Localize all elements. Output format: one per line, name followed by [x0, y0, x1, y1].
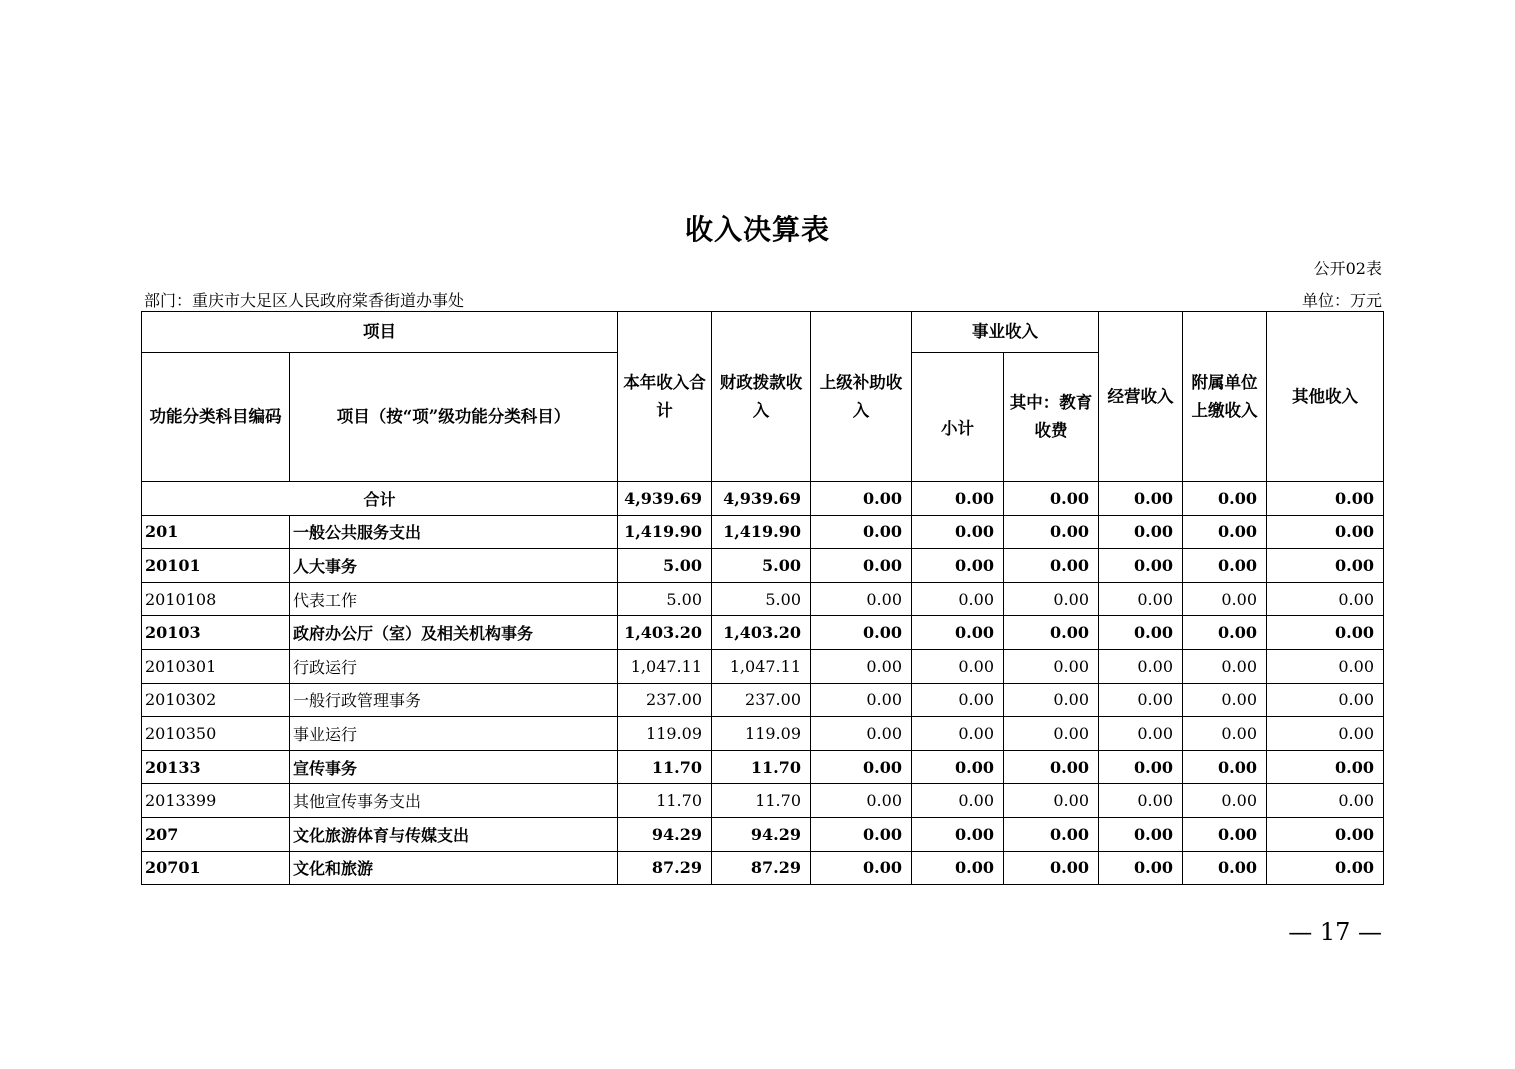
header-total: 本年收入合计 — [618, 312, 712, 482]
table-row — [142, 717, 1384, 751]
unit-label: 单位：万元 — [1301, 291, 1382, 310]
value-cell: 0.00 — [1183, 649, 1267, 683]
value-cell: 0.00 — [1004, 515, 1099, 549]
value-cell: 0.00 — [912, 582, 1004, 616]
value-cell: 0.00 — [1183, 582, 1267, 616]
value-cell: 0.00 — [1267, 750, 1384, 784]
table-row — [142, 750, 1384, 784]
value-cell: 0.00 — [1183, 817, 1267, 851]
value-cell: 237.00 — [712, 683, 811, 717]
name-cell: 文化旅游体育与传媒支出 — [290, 817, 618, 851]
value-cell: 0.00 — [1099, 817, 1183, 851]
value-cell: 0.00 — [1183, 616, 1267, 650]
value-cell: 0.00 — [1004, 784, 1099, 818]
value-cell: 0.00 — [912, 851, 1004, 885]
name-cell: 宣传事务 — [290, 750, 618, 784]
value-cell: 0.00 — [1267, 616, 1384, 650]
value-cell: 0.00 — [1183, 717, 1267, 751]
value-cell: 0.00 — [912, 515, 1004, 549]
header-operating: 经营收入 — [1099, 312, 1183, 482]
value-cell: 0.00 — [1099, 649, 1183, 683]
value-cell: 0.00 — [811, 549, 912, 583]
value-cell: 0.00 — [1267, 851, 1384, 885]
value-cell: 0.00 — [1267, 482, 1384, 516]
value-cell: 0.00 — [912, 649, 1004, 683]
value-cell: 0.00 — [811, 649, 912, 683]
value-cell: 119.09 — [712, 717, 811, 751]
header-other: 其他收入 — [1267, 312, 1384, 482]
value-cell: 0.00 — [912, 817, 1004, 851]
value-cell: 0.00 — [1099, 750, 1183, 784]
value-cell: 0.00 — [1099, 851, 1183, 885]
value-cell: 119.09 — [618, 717, 712, 751]
value-cell: 0.00 — [811, 482, 912, 516]
value-cell: 0.00 — [1099, 482, 1183, 516]
value-cell: 0.00 — [1004, 683, 1099, 717]
header-fiscal: 财政拨款收入 — [712, 312, 811, 482]
document-title: 收入决算表 — [684, 213, 830, 246]
value-cell: 94.29 — [712, 817, 811, 851]
code-cell: 20103 — [142, 616, 290, 650]
table-row — [142, 582, 1384, 616]
value-cell: 0.00 — [1004, 549, 1099, 583]
value-cell: 87.29 — [618, 851, 712, 885]
name-cell: 事业运行 — [290, 717, 618, 751]
value-cell: 0.00 — [1183, 482, 1267, 516]
code-cell: 2013399 — [142, 784, 290, 818]
income-table — [141, 311, 1384, 885]
table-row — [142, 616, 1384, 650]
value-cell: 0.00 — [912, 549, 1004, 583]
value-cell: 5.00 — [712, 582, 811, 616]
code-cell: 20101 — [142, 549, 290, 583]
value-cell: 11.70 — [618, 750, 712, 784]
value-cell: 0.00 — [1267, 717, 1384, 751]
header-affiliated: 附属单位上缴收入 — [1183, 312, 1267, 482]
value-cell: 4,939.69 — [618, 482, 712, 516]
table-row — [142, 515, 1384, 549]
value-cell: 0.00 — [1004, 750, 1099, 784]
value-cell: 11.70 — [712, 784, 811, 818]
name-cell: 政府办公厅（室）及相关机构事务 — [290, 616, 618, 650]
code-cell: 207 — [142, 817, 290, 851]
value-cell: 11.70 — [618, 784, 712, 818]
value-cell: 0.00 — [811, 683, 912, 717]
table-row — [142, 817, 1384, 851]
value-cell: 5.00 — [618, 549, 712, 583]
value-cell: 0.00 — [912, 683, 1004, 717]
value-cell: 0.00 — [811, 717, 912, 751]
value-cell: 0.00 — [912, 750, 1004, 784]
value-cell: 0.00 — [912, 717, 1004, 751]
name-cell: 人大事务 — [290, 549, 618, 583]
code-cell: 2010302 — [142, 683, 290, 717]
header-name: 项目（按“项”级功能分类科目） — [290, 353, 618, 482]
value-cell: 5.00 — [712, 549, 811, 583]
code-cell: 2010301 — [142, 649, 290, 683]
table-row — [142, 649, 1384, 683]
value-cell: 0.00 — [1004, 649, 1099, 683]
value-cell: 87.29 — [712, 851, 811, 885]
value-cell: 0.00 — [811, 750, 912, 784]
value-cell: 94.29 — [618, 817, 712, 851]
table-row — [142, 683, 1384, 717]
value-cell: 0.00 — [1004, 582, 1099, 616]
value-cell: 0.00 — [811, 851, 912, 885]
value-cell: 0.00 — [1099, 549, 1183, 583]
value-cell: 0.00 — [1183, 784, 1267, 818]
header-project: 项目 — [142, 312, 618, 353]
value-cell: 0.00 — [811, 515, 912, 549]
value-cell: 0.00 — [912, 616, 1004, 650]
value-cell: 0.00 — [1183, 549, 1267, 583]
code-cell: 20701 — [142, 851, 290, 885]
header-subtotal: 小计 — [912, 353, 1004, 482]
value-cell: 0.00 — [1267, 817, 1384, 851]
name-cell: 行政运行 — [290, 649, 618, 683]
value-cell: 0.00 — [811, 784, 912, 818]
value-cell: 0.00 — [1267, 582, 1384, 616]
name-cell: 其他宣传事务支出 — [290, 784, 618, 818]
value-cell: 0.00 — [1183, 683, 1267, 717]
value-cell: 0.00 — [1099, 582, 1183, 616]
header-education: 其中：教育收费 — [1004, 353, 1099, 482]
total-row — [142, 482, 1384, 516]
value-cell: 5.00 — [618, 582, 712, 616]
value-cell: 0.00 — [1267, 683, 1384, 717]
value-cell: 0.00 — [1099, 717, 1183, 751]
page-number: — 17 — — [1288, 918, 1382, 946]
code-cell: 20133 — [142, 750, 290, 784]
name-cell: 文化和旅游 — [290, 851, 618, 885]
value-cell: 1,419.90 — [618, 515, 712, 549]
code-cell: 2010350 — [142, 717, 290, 751]
value-cell: 0.00 — [1004, 616, 1099, 650]
table-row — [142, 851, 1384, 885]
total-label: 合计 — [142, 482, 618, 516]
value-cell: 0.00 — [912, 784, 1004, 818]
department-label: 部门：重庆市大足区人民政府棠香街道办事处 — [144, 291, 465, 310]
value-cell: 0.00 — [1004, 717, 1099, 751]
value-cell: 4,939.69 — [712, 482, 811, 516]
value-cell: 237.00 — [618, 683, 712, 717]
value-cell: 1,403.20 — [712, 616, 811, 650]
value-cell: 0.00 — [1004, 851, 1099, 885]
name-cell: 一般行政管理事务 — [290, 683, 618, 717]
value-cell: 0.00 — [811, 817, 912, 851]
table-number: 公开02表 — [1313, 259, 1382, 278]
value-cell: 0.00 — [1267, 649, 1384, 683]
value-cell: 0.00 — [1267, 515, 1384, 549]
value-cell: 0.00 — [1099, 616, 1183, 650]
value-cell: 1,047.11 — [712, 649, 811, 683]
value-cell: 0.00 — [1099, 515, 1183, 549]
value-cell: 0.00 — [1004, 817, 1099, 851]
value-cell: 0.00 — [1004, 482, 1099, 516]
value-cell: 11.70 — [712, 750, 811, 784]
value-cell: 0.00 — [1099, 784, 1183, 818]
value-cell: 0.00 — [1183, 851, 1267, 885]
table-row — [142, 549, 1384, 583]
value-cell: 0.00 — [811, 582, 912, 616]
value-cell: 0.00 — [811, 616, 912, 650]
value-cell: 1,403.20 — [618, 616, 712, 650]
value-cell: 0.00 — [1183, 515, 1267, 549]
value-cell: 1,419.90 — [712, 515, 811, 549]
value-cell: 0.00 — [1267, 784, 1384, 818]
value-cell: 0.00 — [1267, 549, 1384, 583]
value-cell: 0.00 — [1183, 750, 1267, 784]
value-cell: 0.00 — [1099, 683, 1183, 717]
value-cell: 0.00 — [912, 482, 1004, 516]
header-business: 事业收入 — [912, 312, 1099, 353]
value-cell: 1,047.11 — [618, 649, 712, 683]
name-cell: 一般公共服务支出 — [290, 515, 618, 549]
name-cell: 代表工作 — [290, 582, 618, 616]
code-cell: 2010108 — [142, 582, 290, 616]
header-superior: 上级补助收入 — [811, 312, 912, 482]
code-cell: 201 — [142, 515, 290, 549]
table-row — [142, 784, 1384, 818]
header-code: 功能分类科目编码 — [142, 353, 290, 482]
